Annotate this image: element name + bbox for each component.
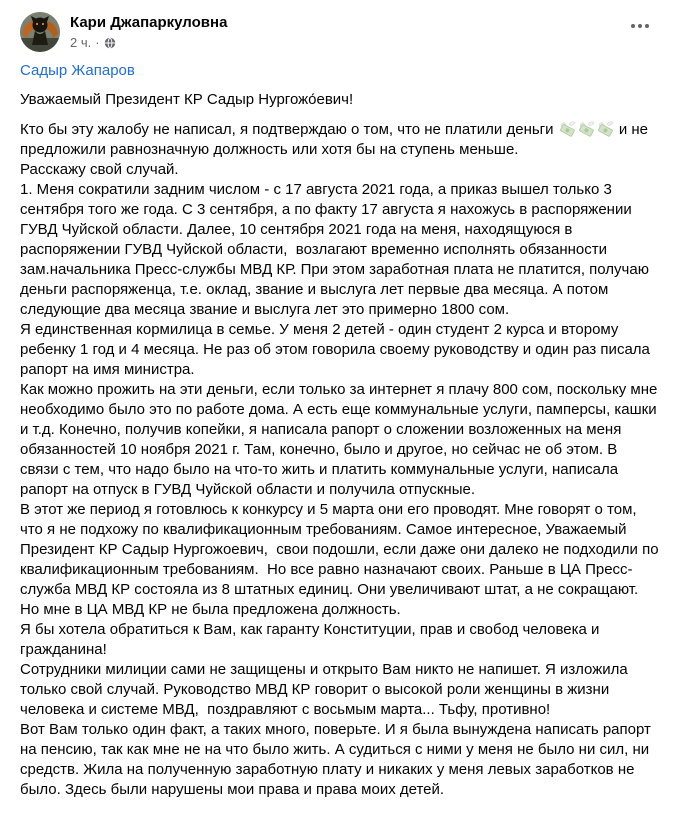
post-paragraph: Расскажу свой случай.	[20, 161, 179, 178]
post-content	[0, 52, 679, 816]
post-text	[20, 90, 663, 800]
author-name[interactable]: Кари Джапаркуловна	[70, 14, 228, 31]
post-paragraph: 1. Меня сократили задним числом - с 17 августа 2021 года, а приказ вышел только 3 сентября того же года. С 3 сентября, а по факту 17 августа я нахожусь в распоряжении ГУВД Чуйской области. Далее, 10 сентября 2021 года на меня, находящуюся в распоряжении ГУВД Чуйской области, возлагают временно исполнять обязанности зам.начальника Пресс-службы МВД КР. При этом заработная плата не платится, получаю деньги распоряженца, т.е. оклад, звание и выслуга лет первые два месяца. А потом следующие два месяца звание и выслуга лет это примерно 1800 сом.	[20, 181, 654, 318]
avatar-image	[20, 12, 60, 52]
globe-privacy-icon	[104, 37, 116, 49]
meta-separator: ·	[95, 35, 100, 50]
post-paragraph: Как можно прожить на эти деньги, если только за интернет я плачу 800 сом, поскольку мне необходимо было это по работе дома. А есть еще коммунальные услуги, памперсы, кашки и т.д. Конечно, получив копейки, я написала рапорт о сложении возложенных на меня обязанностей 10 ноября 2021 г. Там, конечно, было и другое, но сейчас не об этом. В связи с тем, что надо было на что-то жить и платить коммунальные услуги, написала рапорт на отпуск в ГУВД Чуйской области и получила отпускные.	[20, 381, 662, 498]
ellipsis-icon	[645, 24, 649, 28]
more-options-button[interactable]	[623, 14, 663, 38]
money-with-wings-emoji	[578, 120, 595, 137]
post-paragraph: Сотрудники милиции сами не защищены и открыто Вам никто не напишет. Я изложила только свой случай. Руководство МВД КР говорит о высокой роли женщины в жизни человека и системе МВД, поздравляют с восьмым марта... Тьфу, противно!	[20, 661, 632, 718]
paragraph-text: Кто бы эту жалобу не написал, я подтверждаю о том, что не платили деньги	[20, 121, 558, 138]
post-paragraph: Вот Вам только один факт, а таких много, поверьте. И я была вынуждена написать рапорт на пенсию, так как мне не на что было жить. А судиться с ними у меня не было ни сил, ни средств. Жила на полученную заработную плату и никаких у меня левых заработков не было. Здесь были нарушены мои права и права моих детей.	[20, 721, 656, 798]
post-paragraph	[20, 120, 659, 160]
tagged-profile-link[interactable]: Садыр Жапаров	[20, 62, 135, 79]
post-timestamp[interactable]: 2 ч.	[70, 35, 92, 50]
ellipsis-icon	[638, 24, 642, 28]
post-paragraph: Я бы хотела обратиться к Вам, как гаранту Конституции, прав и свобод человека и гражданина!	[20, 621, 604, 658]
post-meta	[70, 34, 623, 51]
paragraph-text: и не предложили равнозначную должность или хотя бы на ступень меньше.	[20, 121, 653, 158]
post-header-text	[70, 12, 623, 51]
post-paragraph-greeting: Уважаемый Президент КР Садыр Нургожо́евич!	[20, 91, 354, 108]
post-paragraph: Я единственная кормилица в семье. У меня 2 детей - один студент 2 курса и второму ребенку 1 год и 4 месяца. Не раз об этом говорила своему руководству и один раз писала рапорт на имя министра.	[20, 321, 655, 378]
post-paragraph: В этот же период я готовлюсь к конкурсу и 5 марта они его проводят. Мне говорят о том, что я не подхожу по квалификационным требованиям. Самое интересное, Уважаемый Президент КР Садыр Нургожоевич, свои подошли, если даже они далеко не подходили по квалификационным требованиям. Но все равно назначают своих. Раньше в ЦА Пресс-служба МВД КР состояла из 8 штатных единиц. Они увеличивают штат, а не сокращают. Но мне в ЦА МВД КР не была предложена должность.	[20, 501, 663, 618]
money-with-wings-emoji	[597, 120, 614, 137]
ellipsis-icon	[631, 24, 635, 28]
money-with-wings-emoji	[559, 120, 576, 137]
post-header	[0, 0, 679, 52]
avatar[interactable]	[20, 12, 60, 52]
